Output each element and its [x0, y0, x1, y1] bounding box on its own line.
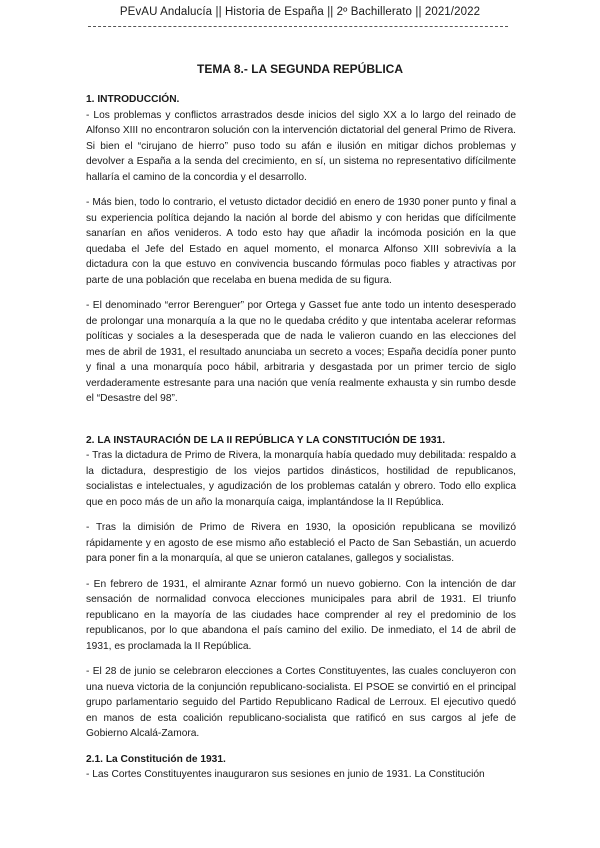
paragraph: - El 28 de junio se celebraron elecciones a Cortes Constituyentes, las cuales concluyeron con una nueva victoria de la conjunción republicano-socialista. El PSOE se convirtió en el principal grupo parlamentario seguido del Partido Republicano Radical de Lerroux. El ejecutivo quedó en manos de esta coalición republicano-socialista que ratificó en sus cargos al jefe de Gobierno Alcalá-Zamora. — [86, 666, 516, 739]
paragraph: - En febrero de 1931, el almirante Aznar formó un nuevo gobierno. Con la intención de dar sensación de normalidad convoca elecciones municipales para abril de 1931. El triunfo republicano en la mayoría de las ciudades hace comprender al rey el predominio de los republicanos, por lo que abandona el país camino del exilio. De inmediato, el 14 de abril de 1931, es proclamada la II República. — [86, 578, 516, 652]
paragraph: - Tras la dictadura de Primo de Rivera, la monarquía había quedado muy debilitada: respaldo a la dictadura, desprestigio de los viejos partidos dinásticos, hostilidad de republicanos, socialistas e intelectuales, y agudización de los problemas catalán y obrero. Todo ello explica que en poco más de un año la monarquía caiga, implantándose la II República. — [86, 450, 516, 508]
subsection-heading-constitucion: 2.1. La Constitución de 1931. — [86, 753, 226, 765]
page-title: TEMA 8.- LA SEGUNDA REPÚBLICA — [196, 62, 403, 76]
paragraph: - El denominado “error Berenguer” por Ortega y Gasset fue ante todo un intento desesperado de prolongar una monarquía a la que no le quedaba crédito y que intentaba acelerar reformas políticas y sociales a la desesperada que de nada le valieron cuando en las elecciones del mes de abril de 1931, el resultado anunciaba un secreto a voces; España decidía poner punto y final a una monarquía poco hábil, arbitraria y desgastada por un primer tercio de siglo verdaderamente estresante para una nación que venía realmente exhausta y sin rumbo desde el “Desastre del 98”. — [86, 300, 516, 404]
document-body — [86, 92, 516, 783]
paragraph: - Tras la dimisión de Primo de Rivera en 1930, la oposición republicana se movilizó rápidamente y en agosto de ese mismo año estableció el Pacto de San Sebastián, un acuerdo para poner fin a la monarquía, al que se unieron catalanes, gallegos y socialistas. — [86, 522, 516, 564]
paragraph: - Las Cortes Constituyentes inauguraron sus sesiones en junio de 1931. La Constitución — [86, 769, 485, 780]
paragraph: - Más bien, todo lo contrario, el vetusto dictador decidió en enero de 1930 poner punto y final a su experiencia política dejando la nación al borde del abismo y con heridas que difícilmente sanarían en años venideros. A todo esto hay que añadir la incómoda posición en la que quedaba el Jefe del Estado en aquel momento, el monarca Alfonso XIII sobrevivía a la dictadura con la que estuvo en convivencia buscando fórmulas poco fiables y atractivas por parte de una población que recelaba en buena medida de su figura. — [86, 197, 516, 286]
section-heading-intro: 1. INTRODUCCIÓN. — [86, 94, 180, 105]
page-header: PEvAU Andalucía || Historia de España || 2º Bachillerato || 2021/2022 — [119, 6, 481, 18]
header-divider — [88, 26, 508, 27]
section-heading-instauracion: 2. LA INSTAURACIÓN DE LA II REPÚBLICA Y LA CONSTITUCIÓN DE 1931. — [86, 434, 446, 446]
paragraph: - Los problemas y conflictos arrastrados desde inicios del siglo XX a lo largo del reinado de Alfonso XIII no encontraron solución con la intervención dictatorial del general Primo de Rivera. Si bien el “cirujano de hierro” puso todo su afán e ilusión en mitigar dichos problemas y devolver a España a la senda del crecimiento, en sí, un sistema no representativo difícilmente hallaría el camino de la concordia y el desarrollo. — [86, 109, 516, 183]
